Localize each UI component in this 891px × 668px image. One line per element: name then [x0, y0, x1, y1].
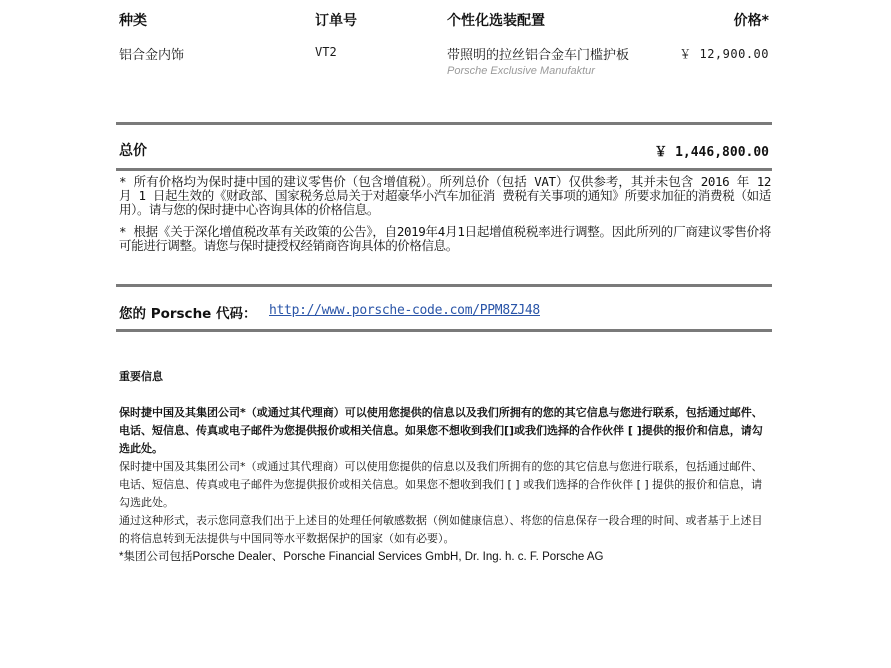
row-config-subtitle: Porsche Exclusive Manufaktur [447, 65, 595, 77]
row-order-no: VT2 [315, 45, 337, 59]
divider-rule [116, 168, 772, 171]
porsche-code-label: 您的 Porsche 代码： [119, 306, 257, 322]
divider-rule [116, 284, 772, 287]
consent-paragraph: 通过这种形式，表示您同意我们出于上述目的处理任何敏感数据（例如健康信息）、将您的信息保存一段合理的时间、或者基于上述目的将信息转到无法提供与中国同等水平数据保护的国家（如有必要）。 [119, 514, 763, 545]
price-note: * 所有价格均为保时捷中国的建议零售价（包含增值税）。所列总价（包括 VAT）仅供参考，其并未包含 2016 年 12 月 1 日起生效的《财政部、国家税务总局关于对超豪华小汽车加征消 费税有关事项的通知》所要求加征的消费税（如适用）。请与您的保时捷中心咨询具体的价格信息。 [119, 174, 771, 217]
group-companies-note: *集团公司包括Porsche Dealer、Porsche Financial Services GmbH, Dr. Ing. h. c. F. Porsche AG [119, 551, 604, 563]
important-info-bold-paragraph: 保时捷中国及其集团公司*（或通过其代理商）可以使用您提供的信息以及我们所拥有的您的其它信息与您进行联系，包括通过邮件、电话、短信息、传真或电子邮件为您提供报价或相关信息。如果您不想收到我们[]或我们选择的合作伙伴 [ ]提供的报价和信息，请勾选此处。 [119, 406, 763, 455]
important-info-paragraph: 保时捷中国及其集团公司*（或通过其代理商）可以使用您提供的信息以及我们所拥有的您的其它信息与您进行联系，包括通过邮件、电话、短信息、传真或电子邮件为您提供报价或相关信息。如果您不想收到我们 [ ] 或我们选择的合作伙伴 [ ] 提供的报价和信息，请勾选此处。 [119, 460, 763, 509]
header-config: 个性化选装配置 [447, 13, 545, 29]
header-kind: 种类 [119, 13, 147, 29]
important-info-title: 重要信息 [119, 370, 163, 383]
total-label: 总价 [119, 143, 147, 159]
row-kind: 铝合金内饰 [119, 48, 185, 63]
header-price: 价格* [733, 13, 769, 29]
row-config: 带照明的拉丝铝合金车门槛护板 [447, 48, 630, 63]
total-value: ￥ 1,446,800.00 [654, 145, 769, 160]
porsche-code-link[interactable]: http://www.porsche-code.com/PPM8ZJ48 [269, 303, 540, 318]
divider-rule [116, 122, 772, 125]
vat-note: * 根据《关于深化增值税改革有关政策的公告》，自2019年4月1日起增值税税率进行调整。因此所列的厂商建议零售价将可能进行调整。请您与保时捷授权经销商咨询具体的价格信息。 [119, 224, 771, 253]
divider-rule [116, 329, 772, 332]
header-order-no: 订单号 [315, 13, 357, 29]
row-price: ￥ 12,900.00 [679, 47, 769, 61]
